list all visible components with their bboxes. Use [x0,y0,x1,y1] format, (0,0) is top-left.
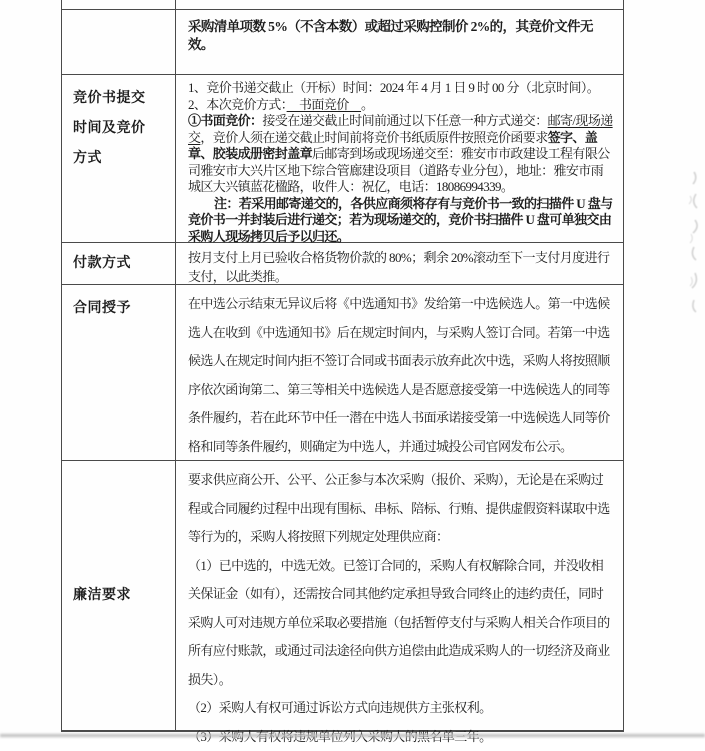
paragraph [188,97,614,114]
row-integrity-content [176,461,623,731]
scan-bleed-artifact [684,166,702,336]
row-label: 合同授予 [73,294,149,324]
row-label: 付款方式 [73,249,149,279]
page-edge-shadow [0,734,705,737]
text-segment: ，竞价人须在递交截止时间前将竞价书纸质原件按照竞价函要求 [200,130,547,145]
text-segment: 要求供应商公开、公平、公正参与本次采购（报价、采购），无论是在采购过程或合同履约过程中出现有围标、串标、陪标、行贿、提供虚假资料谋取中选等行为的，采购人将按照下列规定处理供应商： [188,472,610,544]
text-segment: 在中选公示结束无异议后将《中选通知书》发给第一中选候选人。第一中选候选人在收到《中选通知书》后在规定时间内，与采购人签订合同。若第一中选候选人在规定时间内拒不签订合同或书面表示放弃此次中选，采购人将按照顺序依次函询第二、第三等相关中选候选人是否愿意接受第一中选候选人的同等条件履约，若在此环节中任一潜在中选人书面承诺接受第一中选候选人同等价格和同等条件履约，则确定为中选人，并通过城投公司官网发布公示。 [188,296,610,454]
text-segment: 2、本次竞价方式： [188,97,287,112]
text-segment: 邮寄/现场递交 [188,113,613,145]
paragraph [188,290,614,461]
row-contract-award-label-cell [62,285,176,461]
row-label: 竞价书提交时间及竞价方式 [73,84,149,174]
table-stub-label-cell [62,0,176,10]
text-segment: 注：若采用邮寄递交的，各供应商须将存有与竞价书一致的扫描件 U 盘与竞价书一并封装后进行递交；若为现场递交的，竞价书扫描件 U 盘可单独交由采购人现场拷贝后予以归还。 [188,196,613,244]
text-segment: 。 [361,97,373,112]
row-payment-content [176,243,623,285]
row-integrity-label-cell [62,461,176,731]
paragraph [188,248,614,286]
text-segment: 书面竞价 [287,97,361,112]
row-continuation-content [176,10,623,75]
text-segment: 采购清单项数 5%（不含本数）或超过采购控制价 2%的，其竞价文件无效。 [188,19,593,52]
paragraph [188,694,614,723]
text-segment: （1）已中选的，中选无效。已签订合同的，采购人有权解除合同，并没收相关保证金（如有），还需按合同其他约定承担导致合同终止的违约责任，同时采购人可对违规方单位采取必要措施（包括暂停支付与采购人相关合作项目的所有应付账款，或通过司法途径向供方追偿由此造成采购人的一切经济及商业损失）。 [188,558,610,687]
paragraph [188,552,614,695]
text-segment: 接受在递交截止时间前通过以下任意一种方式递交： [262,113,547,128]
paragraph [188,113,614,196]
table-stub-content-cell [176,0,623,10]
text-segment: ①书面竞价： [188,113,262,128]
row-label: 廉洁要求 [73,581,149,611]
paragraph [188,15,614,54]
text-segment: （2）采购人有权可通过诉讼方式向违规供方主张权利。 [188,700,492,715]
paragraph [188,466,614,552]
procurement-terms-table [61,0,624,732]
text-segment: 后邮寄到场或现场递交至：雅安市市政建设工程有限公司雅安市大兴片区地下综合管廊建设项目（道路专业分包），地址：雅安市雨城区大兴镇蓝花楹路，收件人：祝亿，电话：18086994339。 [188,146,610,194]
row-submission-content [176,75,623,243]
paragraph [188,196,614,246]
row-submission-label-cell [62,75,176,243]
paragraph [188,80,614,97]
row-continuation-label-cell [62,10,176,75]
row-contract-award-content [176,285,623,461]
text-segment: 按月支付上月已验收合格货物价款的 80%；剩余 20%滚动至下一支付月度进行支付，以此类推。 [188,250,609,284]
row-payment-label-cell [62,243,176,285]
text-segment: 1、竞价书递交截止（开标）时间：2024 年 4 月 1 日 9 时 00 分（北京时间）。 [188,80,599,95]
text-segment: 签字、盖章、胶装成册密封盖章 [188,130,597,162]
